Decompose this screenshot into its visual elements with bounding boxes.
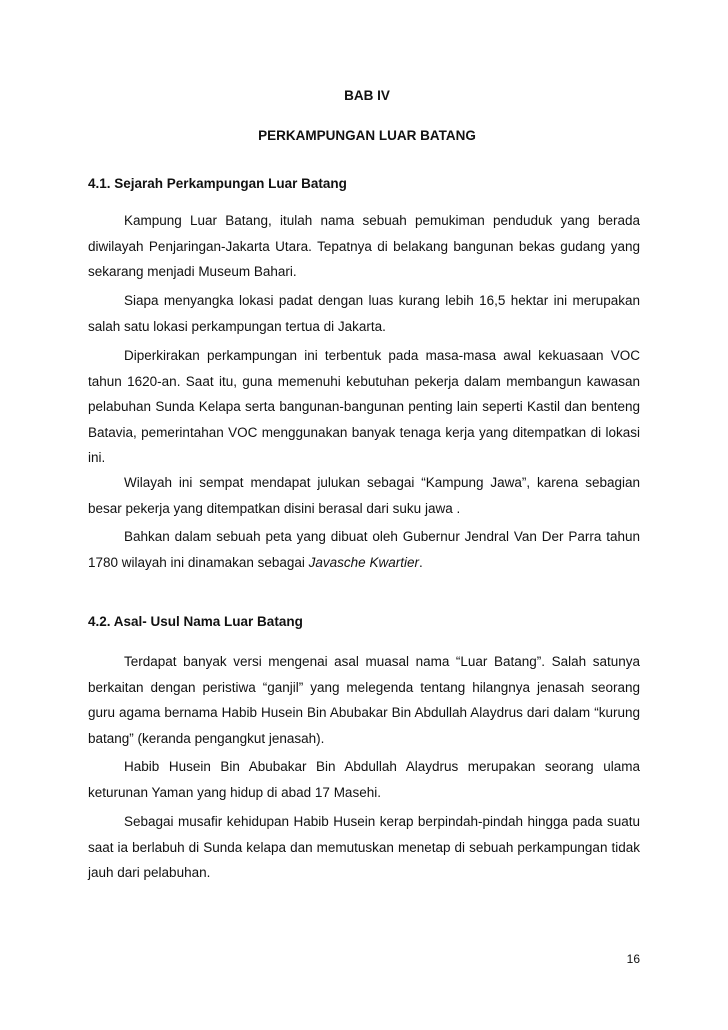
- italic-term: Javasche Kwartier: [308, 554, 419, 570]
- paragraph: Wilayah ini sempat mendapat julukan sebagai “Kampung Jawa”, karena sebagian besar pekerja yang ditempatkan disini berasal dari suku jawa .: [88, 475, 640, 516]
- paragraph: Terdapat banyak versi mengenai asal muasal nama “Luar Batang”. Salah satunya berkaitan dengan peristiwa “ganjil” yang melegenda tentang hilangnya jenasah seorang guru agama bernama Habib Husein Bin Abubakar Bin Abdullah Alaydrus dari dalam “kurung batang” (keranda pengangkut jenasah).: [88, 654, 640, 746]
- chapter-label: BAB IV: [344, 88, 390, 103]
- paragraph: Kampung Luar Batang, itulah nama sebuah pemukiman penduduk yang berada diwilayah Penjaringan-Jakarta Utara. Tepatnya di belakang bangunan bekas gudang yang sekarang menjadi Museum Bahari.: [88, 213, 640, 279]
- paragraph-suffix: .: [418, 554, 423, 570]
- paragraph: [88, 524, 640, 575]
- section-heading-4-1: 4.1. Sejarah Perkampungan Luar Batang: [88, 176, 347, 191]
- chapter-title: PERKAMPUNGAN LUAR BATANG: [258, 128, 476, 143]
- section-heading-4-2: 4.2. Asal- Usul Nama Luar Batang: [88, 614, 303, 629]
- paragraph: Diperkirakan perkampungan ini terbentuk pada masa-masa awal kekuasaan VOC tahun 1620-an. Saat itu, guna memenuhi kebutuhan pekerja dalam membangun kawasan pelabuhan Sunda Kelapa serta bangunan-bangunan penting lain seperti Kastil dan benteng Batavia, pemerintahan VOC menggunakan banyak tenaga kerja yang ditempatkan di lokasi ini.: [88, 348, 640, 465]
- paragraph: Habib Husein Bin Abubakar Bin Abdullah Alaydrus merupakan seorang ulama keturunan Yaman yang hidup di abad 17 Masehi.: [88, 759, 640, 800]
- paragraph: Siapa menyangka lokasi padat dengan luas kurang lebih 16,5 hektar ini merupakan salah satu lokasi perkampungan tertua di Jakarta.: [88, 293, 640, 334]
- paragraph: Sebagai musafir kehidupan Habib Husein kerap berpindah-pindah hingga pada suatu saat ia berlabuh di Sunda kelapa dan memutuskan menetap di sebuah perkampungan tidak jauh dari pelabuhan.: [88, 814, 640, 880]
- page-number: 16: [626, 952, 640, 966]
- paragraph-text: Bahkan dalam sebuah peta yang dibuat oleh Gubernur Jendral Van Der Parra tahun 1780 wilayah ini dinamakan sebagai: [88, 529, 640, 570]
